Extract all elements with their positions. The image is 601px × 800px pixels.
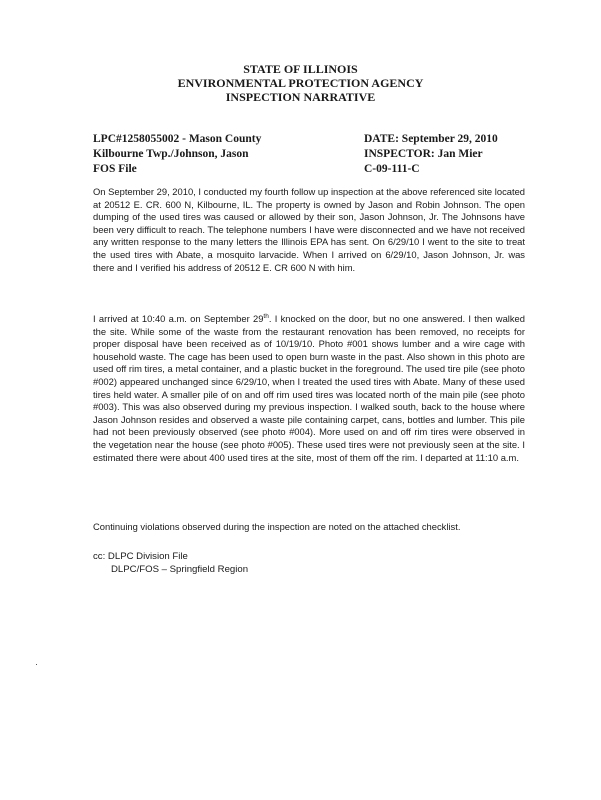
file-label: FOS File xyxy=(93,163,137,175)
cc-division-file: cc: DLPC Division File xyxy=(93,551,188,562)
case-number: C-09-111-C xyxy=(364,163,420,175)
inspector-name: INSPECTOR: Jan Mier xyxy=(364,148,483,160)
cc-springfield-region: DLPC/FOS – Springfield Region xyxy=(111,563,249,575)
inspection-date: DATE: September 29, 2010 xyxy=(364,133,498,145)
narrative-paragraph-2 xyxy=(93,313,525,464)
site-info xyxy=(93,132,261,177)
document-header xyxy=(0,62,601,104)
carbon-copy-list xyxy=(93,551,248,576)
header-state: STATE OF ILLINOIS xyxy=(243,62,358,76)
header-doc-type: INSPECTION NARRATIVE xyxy=(225,90,376,104)
scan-speck xyxy=(36,664,37,665)
lpc-number: LPC#1258055002 - Mason County xyxy=(93,133,262,145)
narrative-paragraph-1: On September 29, 2010, I conducted my fourth follow up inspection at the above referenced site located at 20512 E. CR. 600 N, Kilbourne, IL. The property is owned by Jason and Robin Johnson. The open dumping of the used tires was caused or allowed by their son, Jason Johnson, Jr. The Johnsons have been very difficult to reach. The telephone numbers I have were disconnected and we have not received any written response to the many letters the Illinois EPA has sent. On 6/29/10 I went to the site to treat the used tires with Abate, a mosquito larvacide. When I arrived on 6/29/10, Jason Johnson, Jr. was there and I verified his address of 20512 E. CR 600 N with him. xyxy=(93,186,525,273)
ordinal-suffix: th xyxy=(263,312,269,320)
township-owner: Kilbourne Twp./Johnson, Jason xyxy=(93,148,249,160)
inspection-info xyxy=(364,132,498,177)
paragraph-2-body: . I knocked on the door, but no one answered. I then walked the site. While some of the waste from the restaurant renovation has been removed, no receipts for proper disposal have been received as of 10/19/10. Photo #001 shows lumber and a wire cage with household waste. The cage has been used to open burn waste in the past. Also shown in this photo are used off rim tires, a metal container, and a plastic bucket in the foreground. The used tire pile (see photo #002) appeared unchanged since 6/29/10, when I treated the used tires with Abate. Many of these used tires held water. A smaller pile of on and off rim used tires was located north of the main pile (see photo #003). This was also observed during my previous inspection. I walked south, back to the house where Jason Johnson resides and observed a waste pile containing carpet, cans, bottles and lumber. This pile had not been previously observed (see photo #004). More used on and off rim tires were observed in the vegetation near the house (see photo #005). These used tires were not previously seen at the site. I estimated there were about 400 used tires at the site, most of them off the rim. I departed at 11:10 a.m. xyxy=(93,313,525,463)
paragraph-2-lead: I arrived at 10:40 a.m. on September 29 xyxy=(93,313,264,324)
narrative-paragraph-3: Continuing violations observed during the inspection are noted on the attached checklist. xyxy=(93,521,461,532)
header-agency: ENVIRONMENTAL PROTECTION AGENCY xyxy=(177,76,424,90)
